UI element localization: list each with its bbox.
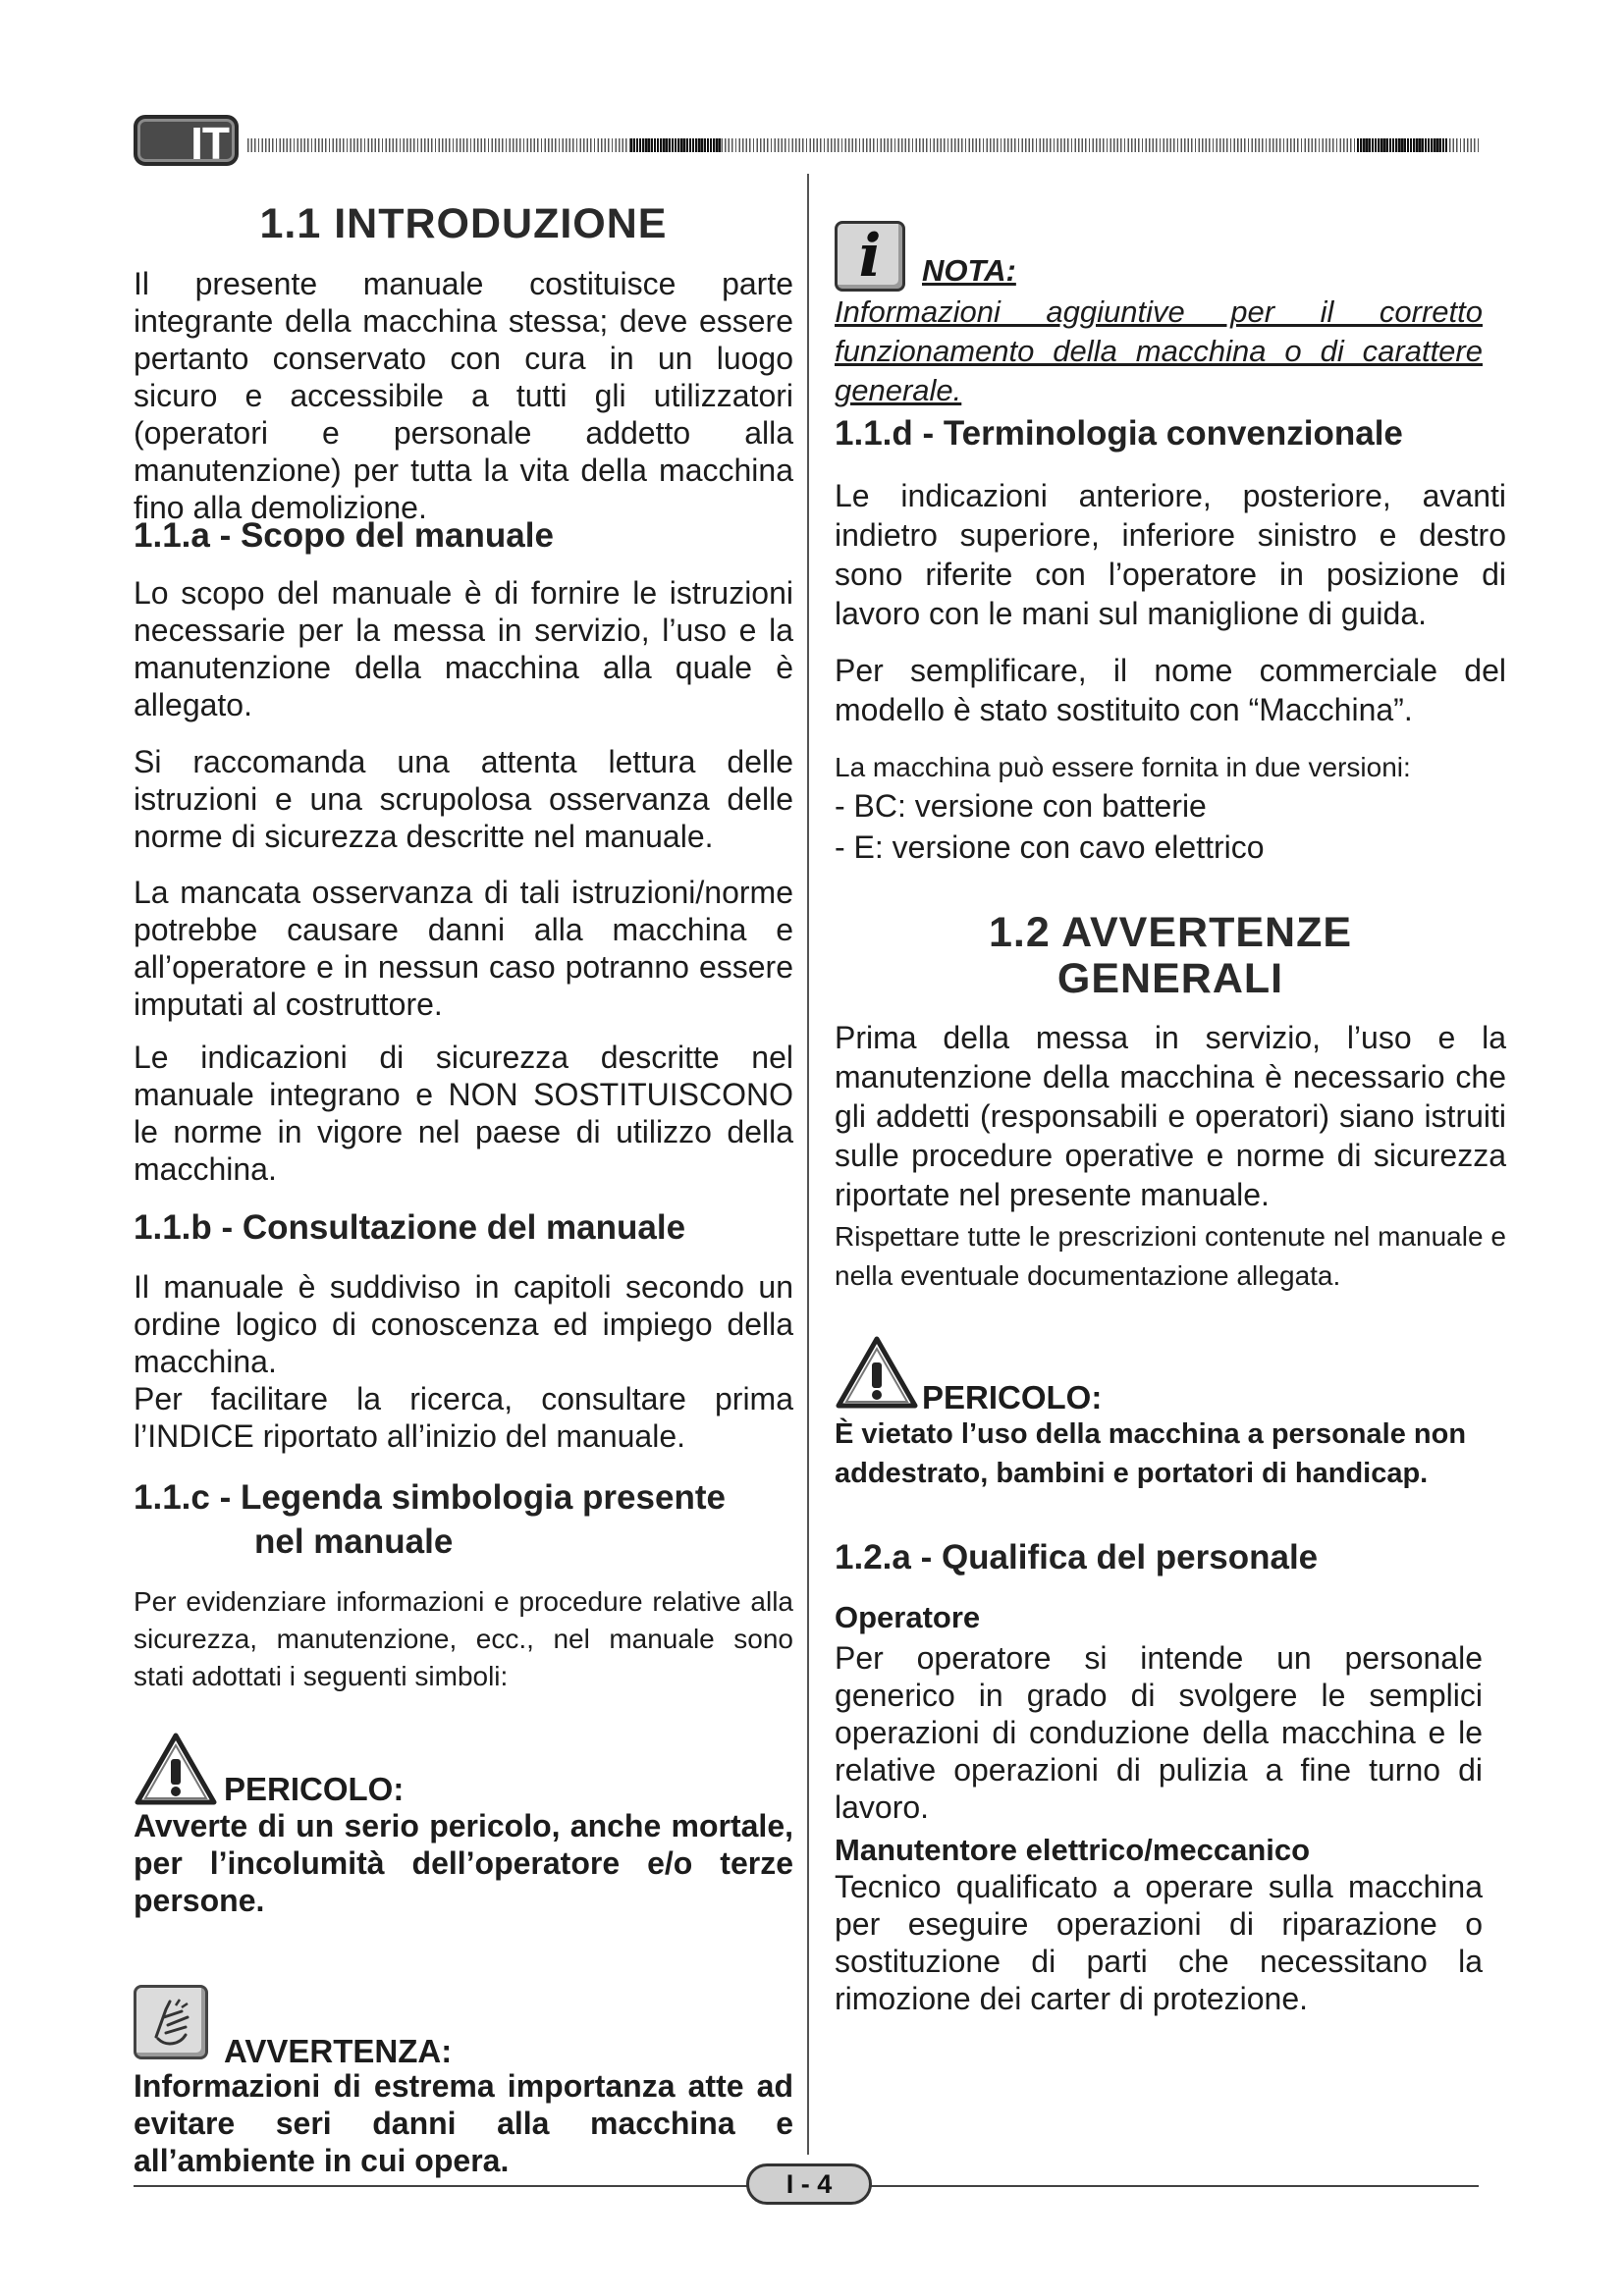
heading-qualifica: 1.2.a - Qualifica del personale (835, 1538, 1319, 1576)
version-bc: - BC: versione con batterie (835, 788, 1207, 824)
terminologia-p3: La macchina può essere fornita in due versioni: (835, 752, 1411, 782)
manutentore-text: Tecnico qualificato a operare sulla macchina per eseguire operazioni di riparazione o sostituzione di parti che necessitano la rimozione dei carter di protezione. (835, 1869, 1483, 2016)
section-title-avvertenze: 1.2 AVVERTENZE (988, 909, 1353, 956)
warning-text: Informazioni di estrema importanza atte ad evitare seri danni alla macchina e all’ambiente in cui opera. (134, 2068, 793, 2178)
heading-scopo: 1.1.a - Scopo del manuale (134, 516, 554, 555)
danger-text: Avverte di un serio pericolo, anche mortale, per l’incolumità dell’operatore e/o terze persone. (134, 1808, 793, 1918)
version-e: - E: versione con cavo elettrico (835, 829, 1265, 865)
scopo-p3: La mancata osservanza di tali istruzioni/norme potrebbe causare danni alla macchina e all’operatore e in nessun caso potranno essere imputati al costruttore. (134, 875, 793, 1022)
danger-text: È vietato l’uso della macchina a personale non addestrato, bambini e portatori di handicap. (835, 1418, 1467, 1489)
consultazione-p2: Per facilitare la ricerca, consultare prima l’INDICE riportato all’inizio del manuale. (134, 1381, 793, 1454)
danger-label: PERICOLO: (224, 1771, 405, 1807)
column-divider (807, 174, 809, 2155)
avvertenze-p2: Rispettare tutte le prescrizioni contenute nel manuale e nella eventuale documentazione allegata. (835, 1221, 1506, 1291)
language-code: IT (190, 118, 229, 169)
note-text: Informazioni aggiuntive per il corretto funzionamento della macchina o di carattere generale. (835, 294, 1483, 407)
section-title-generali: GENERALI (1056, 955, 1284, 1002)
danger-label: PERICOLO: (922, 1379, 1103, 1415)
consultazione-p1: Il manuale è suddiviso in capitoli secondo un ordine logico di conoscenza ed impiego della macchina. (134, 1269, 793, 1379)
heading-legenda: 1.1.c - Legenda simbologia presente (134, 1478, 726, 1517)
language-tab (134, 115, 239, 169)
right-column (835, 0, 1506, 2016)
page-number: I - 4 (746, 2163, 872, 2205)
warning-label: AVVERTENZA: (224, 2033, 453, 2069)
manutentore-title: Manutentore elettrico/meccanico (835, 1833, 1311, 1867)
warning-hand-icon (134, 1985, 208, 2059)
scopo-p1: Lo scopo del manuale è di fornire le istruzioni necessarie per la messa in servizio, l’uso e la manutenzione della macchina alla quale è allegato. (134, 575, 793, 722)
terminologia-p1: Le indicazioni anteriore, posteriore, avanti indietro superiore, inferiore sinistro e destro sono riferite con l’operatore in posizione di lavoro con le mani sul maniglione di guida. (835, 478, 1506, 631)
danger-triangle-icon (134, 1732, 218, 1806)
heading-legenda-line2: nel manuale (254, 1522, 454, 1561)
danger-triangle-icon (835, 1335, 919, 1410)
intro-paragraph: Il presente manuale costituisce parte integrante della macchina stessa; deve essere pertanto conservato con cura in un luogo sicuro e accessibile a tutti gli utilizzatori (operatori e personale addetto alla manutenzione) per tutta la vita della macchina fino alla demolizione. (134, 266, 793, 525)
legenda-p1: Per evidenziare informazioni e procedure relative alla sicurezza, manutenzione, ecc., nel manuale sono stati adottati i seguenti simboli: (134, 1586, 793, 1691)
scopo-p2: Si raccomanda una attenta lettura delle istruzioni e una scrupolosa osservanza delle norme di sicurezza descritte nel manuale. (134, 744, 793, 854)
header-rule (247, 138, 1480, 152)
avvertenze-p1: Prima della messa in servizio, l’uso e la manutenzione della macchina è necessario che gli addetti (responsabili e operatori) siano istruiti sulle procedure operative e norme di sicurezza riportate nel presente manuale. (835, 1020, 1506, 1212)
scopo-p4: Le indicazioni di sicurezza descritte nel manuale integrano e NON SOSTITUISCONO le norme in vigore nel paese di utilizzo della macchina. (134, 1040, 793, 1187)
info-icon: i (835, 221, 905, 292)
terminologia-p2: Per semplificare, il nome commerciale del modello è stato sostituito con “Macchina”. (835, 653, 1506, 727)
heading-terminologia: 1.1.d - Terminologia convenzionale (835, 414, 1403, 453)
section-title-introduzione: 1.1 INTRODUZIONE (259, 200, 668, 247)
note-label: NOTA: (922, 253, 1016, 288)
heading-consultazione: 1.1.b - Consultazione del manuale (134, 1208, 686, 1247)
operatore-text: Per operatore si intende un personale generico in grado di svolgere le semplici operazioni di conduzione della macchina e le relative operazioni di pulizia a fine turno di lavoro. (835, 1640, 1483, 1825)
operatore-title: Operatore (835, 1600, 981, 1634)
